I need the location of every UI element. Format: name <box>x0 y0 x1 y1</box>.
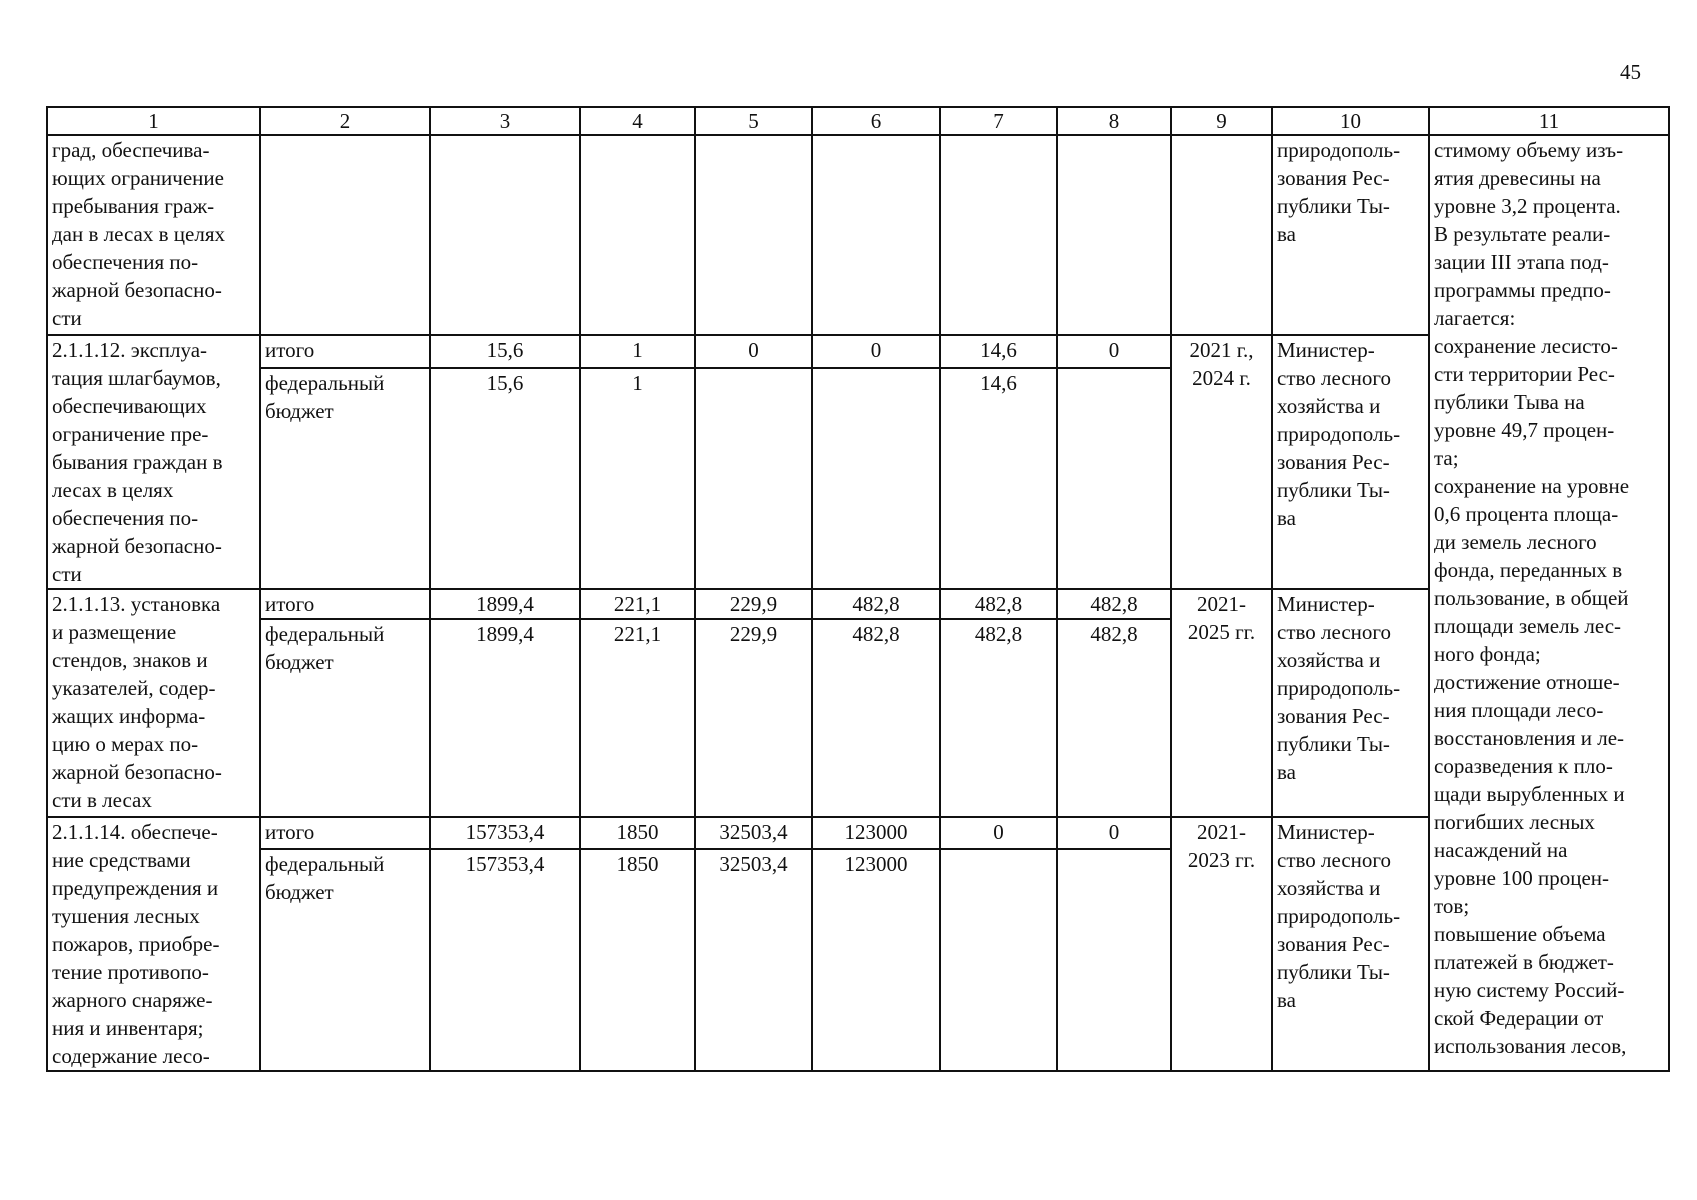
measure-12-federal-c6 <box>812 368 940 589</box>
measure-12-federal-c5 <box>695 368 812 589</box>
header-col-4: 4 <box>580 107 695 135</box>
measure-13-name: 2.1.1.13. установка и размещение стендов, знаков и указателей, содер- жащих информа- цию о мерах по- жарной безопасно- сти в лесах <box>47 589 260 817</box>
header-col-2: 2 <box>260 107 430 135</box>
measure-13-total-c8: 482,8 <box>1057 589 1171 619</box>
continuation-row <box>47 135 1669 335</box>
measure-14-name: 2.1.1.14. обеспече- ние средствами предупреждения и тушения лесных пожаров, приобре- тение противопо- жарного снаряже- ния и инвентаря; содержание лесо- <box>47 817 260 1071</box>
measure-14-source-total: итого <box>260 817 430 849</box>
measure-13-total-c7: 482,8 <box>940 589 1057 619</box>
header-row <box>47 107 1669 135</box>
measure-14-total-row <box>47 817 1669 849</box>
measure-13-federal-c8: 482,8 <box>1057 619 1171 817</box>
measure-12-source-federal: федеральный бюджет <box>260 368 430 589</box>
measure-14-source-federal: федеральный бюджет <box>260 849 430 1071</box>
measure-13-executor: Министер- ство лесного хозяйства и природополь- зования Рес- публики Ты- ва <box>1272 589 1429 817</box>
empty-cell <box>260 135 430 335</box>
measure-12-total-c8: 0 <box>1057 335 1171 368</box>
measure-13-total-c4: 221,1 <box>580 589 695 619</box>
measure-13-source-total: итого <box>260 589 430 619</box>
measure-13-federal-c4: 221,1 <box>580 619 695 817</box>
measure-13-period: 2021- 2025 гг. <box>1171 589 1272 817</box>
measure-12-federal-c4: 1 <box>580 368 695 589</box>
measure-13-total-c5: 229,9 <box>695 589 812 619</box>
header-col-11: 11 <box>1429 107 1669 135</box>
measure-12-federal-c7: 14,6 <box>940 368 1057 589</box>
measure-12-executor: Министер- ство лесного хозяйства и природополь- зования Рес- публики Ты- ва <box>1272 335 1429 589</box>
empty-cell <box>812 135 940 335</box>
measure-13-federal-c5: 229,9 <box>695 619 812 817</box>
expected-results: стимому объему изъ- ятия древесины на уровне 3,2 процента. В результате реали- зации III этапа под- программы предпо- лагается: сохранение лесисто- сти территории Рес- публики Тыва на уровне 49,7 процен- та; сохранение на уровне 0,6 процента площа- ди земель лесного фонда, переданных в пользование, в общей площади земель лес- ного фонда; достижение отноше- ния площади лесо- восстановления и ле- соразведения к пло- щади вырубленных и погибших лесных насаждений на уровне 100 процен- тов; повышение объема платежей в бюджет- ную систему Россий- ской Федерации от использования лесов, <box>1429 135 1669 1071</box>
measure-14-federal-c4: 1850 <box>580 849 695 1071</box>
header-col-6: 6 <box>812 107 940 135</box>
continuation-executor: природополь- зования Рес- публики Ты- ва <box>1272 135 1429 335</box>
measure-14-executor: Министер- ство лесного хозяйства и природополь- зования Рес- публики Ты- ва <box>1272 817 1429 1071</box>
measure-12-total-c6: 0 <box>812 335 940 368</box>
measure-12-total-c4: 1 <box>580 335 695 368</box>
header-col-3: 3 <box>430 107 580 135</box>
measure-14-federal-c8 <box>1057 849 1171 1071</box>
continuation-name: град, обеспечива- ющих ограничение пребывания граж- дан в лесах в целях обеспечения по- жарной безопасно- сти <box>47 135 260 335</box>
measure-13-federal-c6: 482,8 <box>812 619 940 817</box>
measure-14-federal-c5: 32503,4 <box>695 849 812 1071</box>
header-col-7: 7 <box>940 107 1057 135</box>
empty-cell <box>580 135 695 335</box>
measure-14-total-c7: 0 <box>940 817 1057 849</box>
measure-13-total-c3: 1899,4 <box>430 589 580 619</box>
measure-12-total-row <box>47 335 1669 368</box>
measure-14-federal-c6: 123000 <box>812 849 940 1071</box>
header-col-8: 8 <box>1057 107 1171 135</box>
measure-14-period: 2021- 2023 гг. <box>1171 817 1272 1071</box>
measure-12-name: 2.1.1.12. эксплуа- тация шлагбаумов, обеспечивающих ограничение пре- бывания граждан в лесах в целях обеспечения по- жарной безопасно- сти <box>47 335 260 589</box>
measure-14-total-c5: 32503,4 <box>695 817 812 849</box>
measure-12-total-c7: 14,6 <box>940 335 1057 368</box>
empty-cell <box>430 135 580 335</box>
measure-12-federal-c3: 15,6 <box>430 368 580 589</box>
empty-cell <box>1057 135 1171 335</box>
empty-cell <box>940 135 1057 335</box>
measure-13-total-row <box>47 589 1669 619</box>
measure-14-total-c3: 157353,4 <box>430 817 580 849</box>
measure-12-period: 2021 г., 2024 г. <box>1171 335 1272 589</box>
measure-14-total-c4: 1850 <box>580 817 695 849</box>
program-table <box>46 106 1670 1072</box>
header-col-10: 10 <box>1272 107 1429 135</box>
measure-13-federal-c3: 1899,4 <box>430 619 580 817</box>
measure-12-total-c5: 0 <box>695 335 812 368</box>
empty-cell <box>1171 135 1272 335</box>
header-col-9: 9 <box>1171 107 1272 135</box>
measure-12-federal-c8 <box>1057 368 1171 589</box>
measure-14-federal-c7 <box>940 849 1057 1071</box>
measure-13-total-c6: 482,8 <box>812 589 940 619</box>
measure-13-source-federal: федеральный бюджет <box>260 619 430 817</box>
measure-14-federal-c3: 157353,4 <box>430 849 580 1071</box>
header-col-1: 1 <box>47 107 260 135</box>
measure-12-source-total: итого <box>260 335 430 368</box>
measure-14-total-c8: 0 <box>1057 817 1171 849</box>
measure-12-total-c3: 15,6 <box>430 335 580 368</box>
header-col-5: 5 <box>695 107 812 135</box>
measure-13-federal-c7: 482,8 <box>940 619 1057 817</box>
page-number: 45 <box>1620 60 1641 84</box>
empty-cell <box>695 135 812 335</box>
measure-14-total-c6: 123000 <box>812 817 940 849</box>
